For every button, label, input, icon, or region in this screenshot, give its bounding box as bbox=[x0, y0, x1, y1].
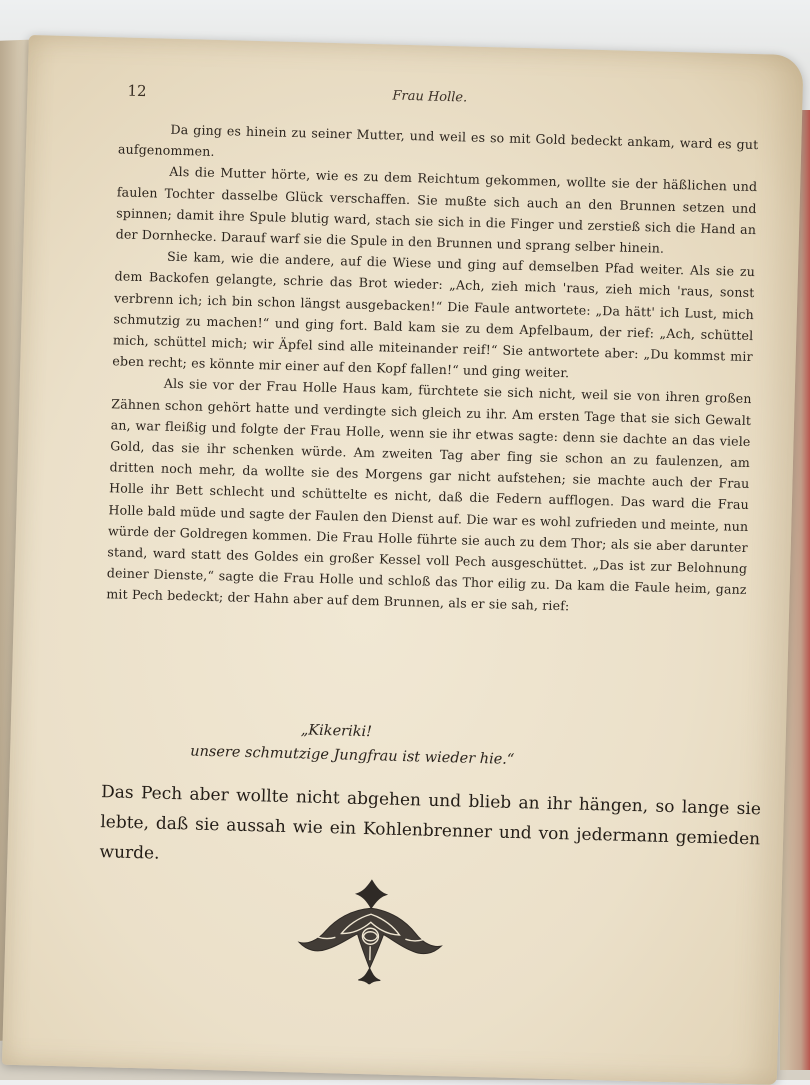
page-header bbox=[127, 81, 763, 106]
ornament-vignette bbox=[294, 872, 447, 986]
paragraph: Als die Mutter hörte, wie es zu dem Reichtum gekommen, wollte sie der häßlichen und faulen Tochter dasselbe Glück verschaffen. Sie mußte sich auch an den Brunnen setzen und spinnen; damit ihre Spule blutig ward, stach sie sich in die Finger und zerstieß sich die Hand an der Dornhecke. Darauf warf sie die Spule in den Brunnen und sprang selber hinein. bbox=[115, 164, 758, 256]
closing-paragraph: Das Pech aber wollte nicht abgehen und blieb an ihr hängen, so lange sie lebte, daß sie aussah wie ein Kohlenbrenner und von jedermann gemieden wurde. bbox=[99, 782, 762, 864]
running-title: Frau Holle. bbox=[392, 88, 468, 106]
paragraph: Als sie vor der Frau Holle Haus kam, fürchtete sie sich nicht, weil sie von ihren großen Zähnen schon gehört hatte und verdingte sich gleich zu ihr. Am ersten Tage that sie sich Gewalt an, war fleißig und folgte der Frau Holle, wenn sie ihr etwas sagte: denn sie dachte an das viele Gold, das sie ihr schenken würde. Am zweiten Tag aber fing sie schon an zu faulenzen, am dritten noch mehr, da wollte sie des Morgens gar nicht aufstehen; sie machte auch der Frau Holle ihr Bett schlecht und schüttelte es nicht, daß die Federn aufflogen. Das ward die Frau Holle bald müde und sagte der Faulen den Dienst auf. Die war es wohl zufrieden und meinte, nun würde der Goldregen kommen. Die Frau Holle führte sie auch zu dem Thor; als sie aber darunter stand, ward statt des Goldes ein großer Kessel voll Pech ausgeschüttet. „Das ist zur Belohnung deiner Dienste,“ sagte die Frau Holle und schloß das Thor eilig zu. Da kam die Faule heim, ganz mit Pech bedeckt; der Hahn aber auf dem Brunnen, als er sie sah, rief: bbox=[106, 376, 752, 614]
paragraph: Sie kam, wie die andere, auf die Wiese und ging auf demselben Pfad weiter. Als sie zu dem Backofen gelangte, schrie das Brot wieder: „Ach, zieh mich 'raus, zieh mich 'raus, sonst verbrenn ich; ich bin schon längst ausgebacken!“ Die Faule antwortete: „Da hätt' ich Lust, mich schmutzig zu machen!“ und ging fort. Bald kam sie zu dem Apfelbaum, der rief: „Ach, schüttel mich, schüttel mich; wir Äpfel sind alle miteinander reif!“ Sie antwortete aber: „Du kommst mir eben recht; es könnte mir einer auf den Kopf fallen!“ und ging weiter. bbox=[112, 248, 756, 381]
book-page bbox=[2, 35, 804, 1085]
page-number: 12 bbox=[127, 81, 147, 101]
rooster-verse bbox=[160, 715, 701, 777]
verse-line: unsere schmutzige Jungfrau ist wieder hie.“ bbox=[190, 743, 515, 768]
verse-line: „Kikeriki! bbox=[300, 722, 373, 741]
paragraph: Da ging es hinein zu seiner Mutter, und weil es so mit Gold bedeckt ankam, ward es gut aufgenommen. bbox=[117, 121, 759, 160]
body-text bbox=[106, 117, 759, 621]
